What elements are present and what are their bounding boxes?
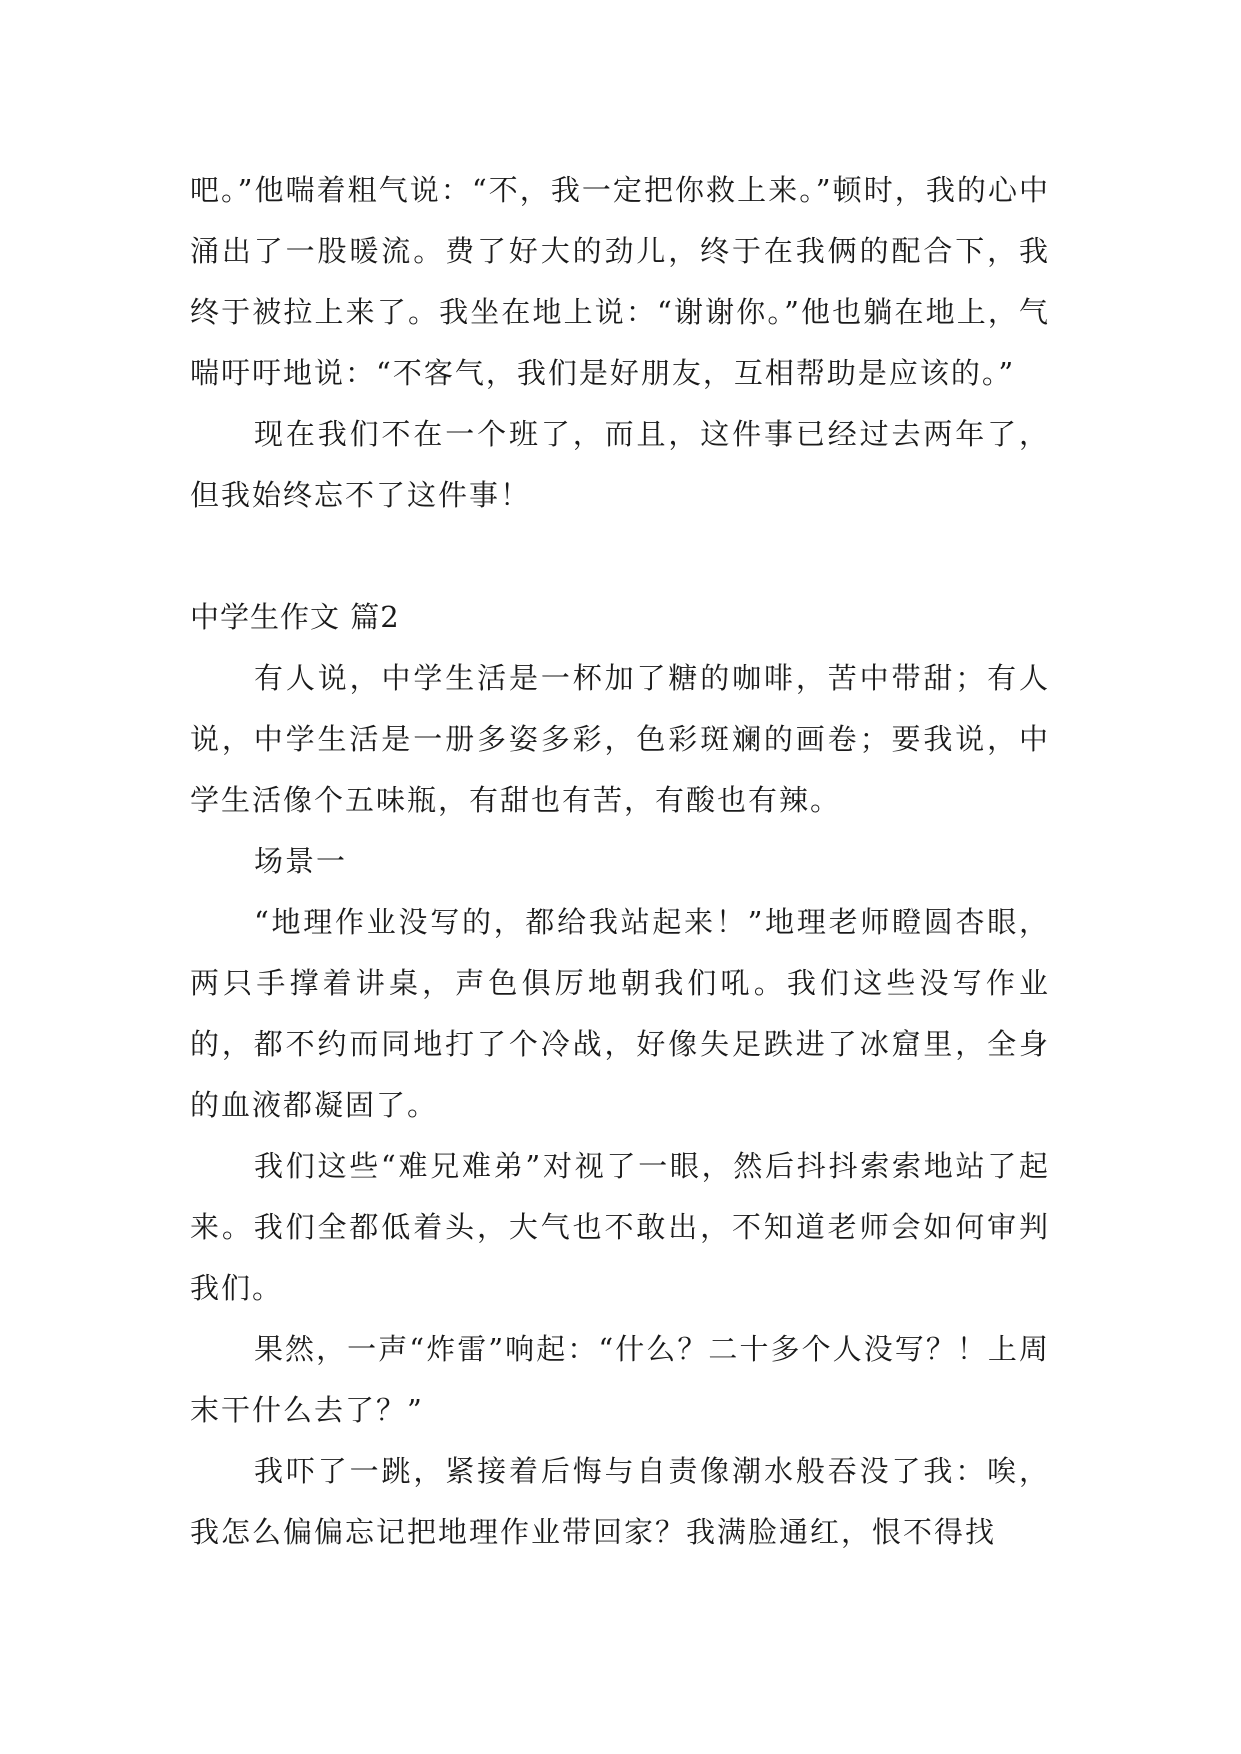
- document-body: [190, 160, 1050, 1563]
- section-spacer: [190, 526, 1050, 587]
- paragraph-standing-up: 我们这些“难兄难弟”对视了一眼，然后抖抖索索地站了起来。我们全都低着头，大气也不敢出，不知道老师会如何审判我们。: [190, 1149, 1050, 1305]
- section-heading: 中学生作文 篇2: [190, 600, 400, 634]
- scene-label: 场景一: [254, 844, 348, 878]
- paragraph-conclusion: 现在我们不在一个班了，而且，这件事已经过去两年了，但我始终忘不了这件事！: [190, 417, 1050, 512]
- paragraph-continuation: 吧。”他喘着粗气说：“不，我一定把你救上来。”顿时，我的心中涌出了一股暖流。费了好大的劲儿，终于在我俩的配合下，我终于被拉上来了。我坐在地上说：“谢谢你。”他也躺在地上，气喘吁吁地说：“不客气，我们是好朋友，互相帮助是应该的。”: [190, 173, 1050, 390]
- paragraph-thunder: 果然，一声“炸雷”响起：“什么？二十多个人没写？！上周末干什么去了？”: [190, 1332, 1050, 1427]
- paragraph-intro: 有人说，中学生活是一杯加了糖的咖啡，苦中带甜；有人说，中学生活是一册多姿多彩，色彩斑斓的画卷；要我说，中学生活像个五味瓶，有甜也有苦，有酸也有辣。: [190, 661, 1050, 817]
- paragraph-regret: 我吓了一跳，紧接着后悔与自责像潮水般吞没了我：唉，我怎么偏偏忘记把地理作业带回家？我满脸通红，恨不得找: [190, 1454, 1050, 1549]
- paragraph-scene-quote: “地理作业没写的，都给我站起来！”地理老师瞪圆杏眼，两只手撑着讲桌，声色俱厉地朝我们吼。我们这些没写作业的，都不约而同地打了个冷战，好像失足跌进了冰窟里，全身的血液都凝固了。: [190, 905, 1050, 1122]
